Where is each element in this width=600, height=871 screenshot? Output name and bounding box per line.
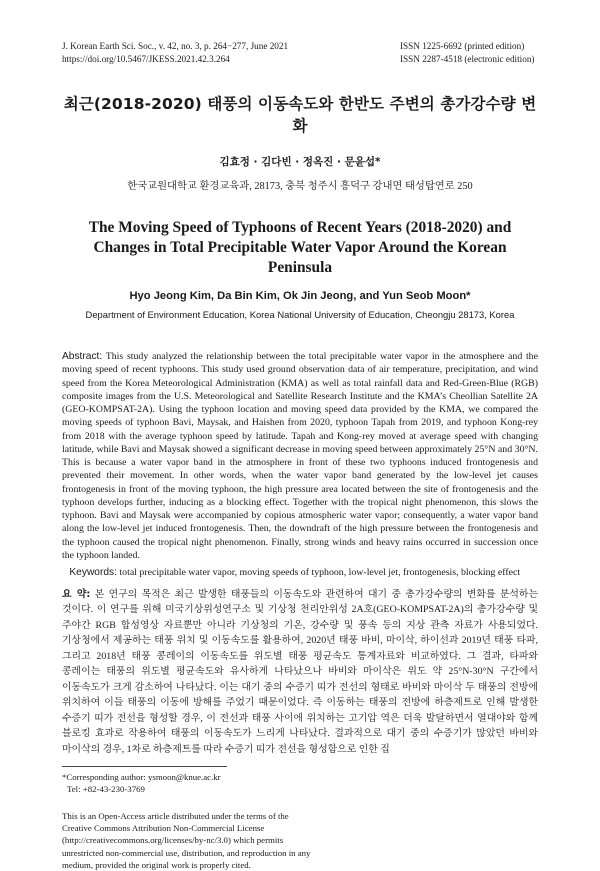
journal-citation: J. Korean Earth Sci. Soc., v. 42, no. 3, p. 264−277, June 2021 <box>62 41 289 51</box>
issn-print: ISSN 1225-6692 (printed edition) <box>400 41 525 51</box>
keywords-text: total precipitable water vapor, moving speeds of typhoon, low-level jet, frontogenesis, blocking effect <box>119 567 521 578</box>
telephone: Tel: +82-43-230-3769 <box>67 783 145 794</box>
abstract-text: This study analyzed the relationship between the total precipitable water vapor in the atmosphere and the moving speed of recent typhoons. This study used ground observation data of air temperature, precipitation, and wind speed from the Korea Meteorological Administration (KMA) as well as total rainfall data and Red-Green-Blue (RGB) composite images from the U.S. Meteorological and Satellite Research Institute and the KMA’s Cheollian Satellite 2A (GEO-KOMPSAT-2A). Using the typhoon location and moving speed data provided by the KMA, we compared the moving speeds of typhoon Bavi, Maysak, and Haishen from 2020, typhoon Tapah from 2019, and typhoon Kong-rey from 2018 with the average typhoon speed by latitude. Tapah and Kong-rey moved at average speed with changing latitude, while Bavi and Maysak showed a significant decrease in moving speed between approximately 25°N and 30°N. This is because a water vapor band in the atmosphere in front of these two typhoons induced frontogenesis and prevented their movement. In other words, when the water vapor band generated by the low-level jet causes frontogenesis in front of the moving typhoon, the high pressure area located between the site of frontogenesis and the typhoon develops further, inducing as a blocking effect. Together with the tropical night phenomenon, this slows the typhoon. Bavi and Maysak were accompanied by copious atmospheric water vapor; consequently, a water vapor band along the low-level jet induced frontogenesis. Then, the downdraft of the high pressure between the frontogenesis and the typhoon caused the tropical night phenomenon. Finally, strong winds and heavy rains occurred in succession once the typhoon landed. <box>62 351 538 561</box>
footnote <box>62 771 538 795</box>
english-affiliation: Department of Environment Education, Korea National University of Education, Cheongju 28173, Korea <box>85 309 515 320</box>
corresponding-author: *Corresponding author: ysmoon@knue.ac.kr <box>62 771 221 782</box>
english-title <box>62 218 538 278</box>
korean-title: 최근(2018-2020) 태풍의 이동속도와 한반도 주변의 총가강수량 변화 <box>63 95 537 135</box>
keywords-label: Keywords: <box>69 567 117 578</box>
running-header-row-1 <box>62 40 538 53</box>
english-authors: Hyo Jeong Kim, Da Bin Kim, Ok Jin Jeong, and Yun Seob Moon* <box>129 290 471 302</box>
issn-electronic: ISSN 2287-4518 (electronic edition) <box>400 54 535 64</box>
abstract-label: Abstract: <box>62 351 103 362</box>
doi-link[interactable]: https://doi.org/10.5467/JKESS.2021.42.3.264 <box>62 54 230 64</box>
korean-abstract-text: 본 연구의 목적은 최근 발생한 태풍들의 이동속도와 관련하여 대기 중 총가강수량의 변화를 분석하는 것이다. 이 연구를 위해 미국기상위성연구소 및 기상청 천리안위성 2A호(GEO-KOMPSAT-2A)의 총가강수량 및 주야간 RGB 합성영상 자료뿐만 아니라 기상청의 기온, 강수량 및 풍속 등의 지상 관측 자료가 사용되었다. 기상청에서 제공하는 태풍 위치 및 이동속도를 활용하여, 2020년 태풍 바비, 마이삭, 하이선과 2019년 태풍 타파, 그리고 2018년 태풍 콩레이의 이동속도를 위도별 태풍 평균속도 통계자료와 비교하였다. 그 결과, 타파와 콩레이는 태풍의 위도별 평균속도와 유사하게 나타났으나 바비와 마이삭은 위도 약 25°N-30°N 구간에서 이동속도가 크게 감소하여 나타났다. 이는 대기 중의 수증기 띠가 전선의 형태로 바비와 마이삭 두 태풍의 전방에 위치하여 이들 태풍의 이동에 방해를 주었기 때문이었다. 즉 이동하는 태풍의 전방에 하층제트로 인해 발생한 수증기 띠가 전선을 형성할 경우, 이 전선과 태풍 사이에 위치하는 고기압 역은 더욱 발달하면서 열대야와 함께 블로킹 효과로 작용하여 태풍의 이동속도가 느리게 나타났다. 결과적으로 대기 중의 수증기가 많았던 바비와 마이삭의 경우, 1차로 하층제트를 따라 수증기 띠가 전선을 형성함으로 인한 집 <box>62 589 539 755</box>
keywords <box>62 566 538 579</box>
korean-abstract-label: 요 약: <box>62 589 91 600</box>
korean-abstract <box>62 587 538 757</box>
license-notice: This is an Open-Access article distributed under the terms of the Creative Commons Attribution Non-Commercial License (http://creativecommons.org/licenses/by-nc/3.0) which permits unrestricted non-commercial use, distribution, and reproduction in any medium, provided the original work is properly cited. <box>62 810 311 870</box>
running-header-row-2 <box>62 53 538 66</box>
footnote-divider <box>62 766 227 767</box>
abstract <box>62 350 538 562</box>
english-title-line-1: The Moving Speed of Typhoons of Recent Years (2018-2020) and <box>88 219 512 236</box>
korean-authors: 김효정 · 김다빈 · 정옥진 · 문윤섭* <box>219 156 381 168</box>
korean-affiliation: 한국교원대학교 환경교육과, 28173, 충북 청주시 흥덕구 강내면 태성탑연로 250 <box>127 181 473 192</box>
english-title-line-2: Changes in Total Precipitable Water Vapor Around the Korean Peninsula <box>93 239 507 276</box>
